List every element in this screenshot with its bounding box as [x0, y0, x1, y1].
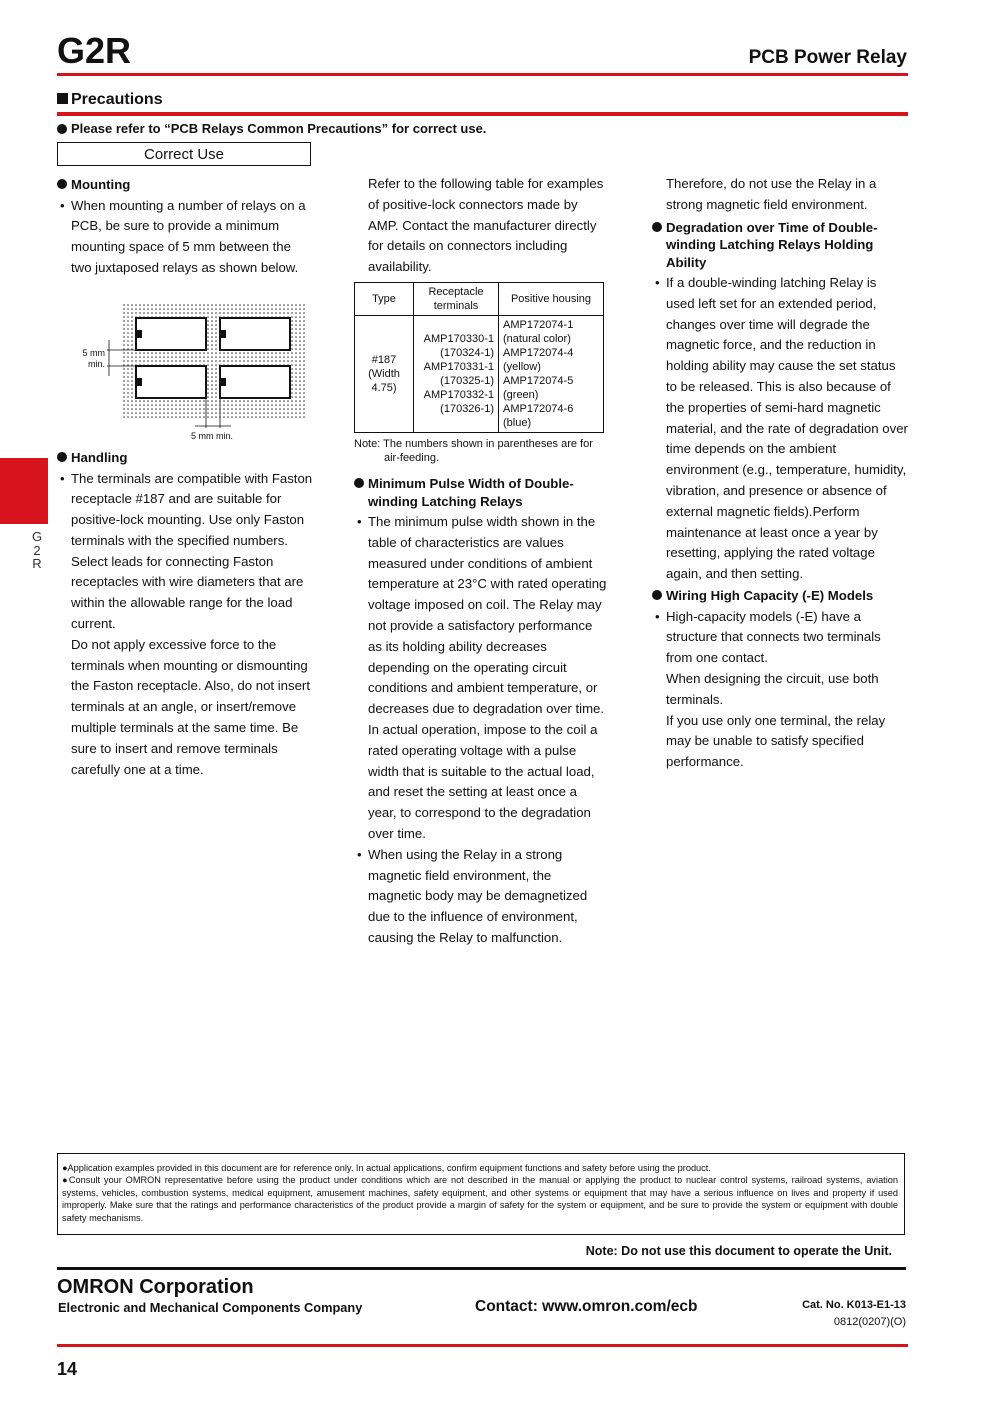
- mounting-text: • When mounting a number of relays on a PCB, be sure to provide a minimum mounting space of 5 mm between the two juxtaposed relays as shown below.: [57, 196, 313, 279]
- relay-outline-3: [136, 366, 206, 398]
- correct-use-box: Correct Use: [57, 142, 311, 166]
- column-1-lower: [57, 448, 313, 780]
- refer-note: [57, 121, 486, 136]
- connector-table: [354, 282, 604, 433]
- mounting-heading: Mounting: [57, 176, 313, 194]
- page-number: 14: [57, 1359, 78, 1379]
- relay-outline-4: [220, 366, 290, 398]
- wiring-text-2: When designing the circuit, use both terminals.: [666, 670, 879, 707]
- wiring-text-3: If you use only one terminal, the relay may be unable to satisfy specified performance.: [666, 712, 886, 770]
- wiring-heading: Wiring High Capacity (-E) Models: [652, 587, 908, 605]
- side-tab-label: G 2 R: [31, 529, 43, 571]
- dimension-label-left: [75, 348, 105, 370]
- page-title: G2R: [57, 30, 132, 71]
- table-row: [355, 316, 604, 433]
- dimension-label-bottom: 5 mm min.: [191, 431, 234, 441]
- table-note-line-2: air-feeding.: [384, 452, 440, 464]
- table-cell-receptacle: AMP170330-1 (170324-1) AMP170331-1 (170325-1) AMP170332-1 (170326-1): [414, 316, 499, 433]
- catalog-number: Cat. No. K013-E1-13: [802, 1299, 906, 1311]
- bullet-dot-icon: [57, 124, 67, 134]
- header-rule: [57, 73, 908, 76]
- footer-rule-top: [57, 1267, 906, 1270]
- continued-text: Therefore, do not use the Relay in a strong magnetic field environment.: [666, 176, 877, 212]
- table-header-type: Type: [355, 283, 414, 316]
- section-rule: [57, 112, 908, 116]
- disclaimer-box: [57, 1153, 905, 1235]
- relay-outline-1: [136, 318, 206, 350]
- date-code: 0812(0207)(O): [833, 1316, 906, 1328]
- mounting-diagram-svg: [75, 300, 315, 445]
- pulse-text-3: • When using the Relay in a strong magnetic field environment, the magnetic body may be demagnetized due to the influence of environment, causing the Relay to malfunction.: [354, 845, 608, 949]
- do-not-use-note: Note: Do not use this document to operate the Unit.: [585, 1244, 892, 1258]
- handling-heading: Handling: [57, 449, 313, 467]
- table-cell-housing: AMP172074-1 (natural color) AMP172074-4 (yellow) AMP172074-5 (green) AMP172074-6 (blue): [499, 316, 604, 433]
- mounting-diagram: [75, 300, 315, 445]
- table-header-row: [355, 283, 604, 316]
- refer-note-text: Please refer to “PCB Relays Common Precautions” for correct use.: [71, 121, 487, 136]
- disclaimer-line-1: ●Application examples provided in this document are for reference only. In actual applications, confirm equipment functions and safety before using the product.: [62, 1163, 711, 1173]
- section-title: [57, 91, 163, 109]
- table-note: [354, 437, 614, 465]
- column-2: [354, 174, 608, 278]
- contact-link[interactable]: Contact: www.omron.com/ecb: [475, 1298, 698, 1315]
- company-name: OMRON Corporation: [57, 1276, 254, 1298]
- column-1: [57, 174, 313, 279]
- table-header-housing: Positive housing: [499, 283, 604, 316]
- column-2-lower: [354, 475, 608, 949]
- section-title-text: Precautions: [71, 91, 163, 108]
- footer-rule-bottom: [57, 1344, 908, 1347]
- pulse-text-2: In actual operation, impose to the coil a rated operating voltage with a pulse width that is suitable to the actual load, and reset the setting at least once a year, to correspond to the degradation over time.: [368, 721, 598, 841]
- handling-text-2: Select leads for connecting Faston receptacles with wire diameters that are within the allowable range for the load current.: [71, 553, 304, 632]
- page-subtitle: PCB Power Relay: [748, 47, 907, 68]
- division-name: Electronic and Mechanical Components Company: [58, 1300, 363, 1315]
- degradation-text: • If a double-winding latching Relay is used left set for an extended period, changes over time will degrade the magnetic force, and the reduction in holding ability may cause the set status to be released. This is also because of the properties of semi-hard magnetic material, and the rate of degradation over time depends on the ambient environment (e.g., temperature, humidity, vibration, and presence or absence of external magnetic fields).Perform maintenance at least once a year by resetting, applying the rated voltage again, and then setting.: [652, 273, 908, 585]
- table-note-line-1: Note: The numbers shown in parentheses are for: [354, 438, 593, 450]
- dimension-label-left-2: min.: [87, 359, 105, 369]
- handling-text-1: • The terminals are compatible with Faston receptacle #187 and are suitable for positive-lock mounting. Use only Faston terminals with the specified numbers.: [57, 469, 313, 552]
- degradation-heading: Degradation over Time of Double-winding Latching Relays Holding Ability: [652, 219, 908, 272]
- handling-text-3: Do not apply excessive force to the terminals when mounting or dismounting the Faston receptacle. Also, do not insert terminals at an angle, or insert/remove multiple terminals at the same time. Be sure to insert and remove terminals carefully one at a time.: [71, 636, 310, 777]
- dimension-label-left-1: 5 mm: [82, 348, 105, 358]
- table-intro: Refer to the following table for examples of positive-lock connectors made by AMP. Contact the manufacturer directly for details on connectors including availability.: [368, 176, 604, 275]
- relay-outline-2: [220, 318, 290, 350]
- table-cell-type: #187 (Width 4.75): [355, 316, 414, 433]
- wiring-text-1: • High-capacity models (-E) have a structure that connects two terminals from one contact.: [652, 607, 908, 669]
- table-header-receptacle: Receptacle terminals: [414, 283, 499, 316]
- pulse-text-1: • The minimum pulse width shown in the table of characteristics are values measured under conditions of ambient temperature at 23°C with rated operating voltage imposed on coil. The Relay may not provide a satisfactory performance as its holding ability decreases depending on the operating circuit conditions and ambient temperature, or decreases due to degradation over time.: [354, 512, 608, 720]
- side-tab: [0, 458, 48, 524]
- square-bullet-icon: [57, 93, 68, 104]
- pulse-heading: Minimum Pulse Width of Double-winding Latching Relays: [354, 475, 608, 510]
- connector-table-wrap: [354, 282, 604, 433]
- column-3: [652, 174, 908, 773]
- disclaimer-line-2: ●Consult your OMRON representative before using the product under conditions which are not described in the manual or applying the product to nuclear control systems, railroad systems, aviation systems, vehicles, combustion systems, medical equipment, amusement machines, safety equipment, and other systems or equipment that may have a serious influence on lives and property if used improperly. Make sure that the ratings and performance characteristics of the product provide a margin of safety for the system or equipment, and be sure to provide the system or equipment with double safety mechanisms.: [62, 1175, 898, 1223]
